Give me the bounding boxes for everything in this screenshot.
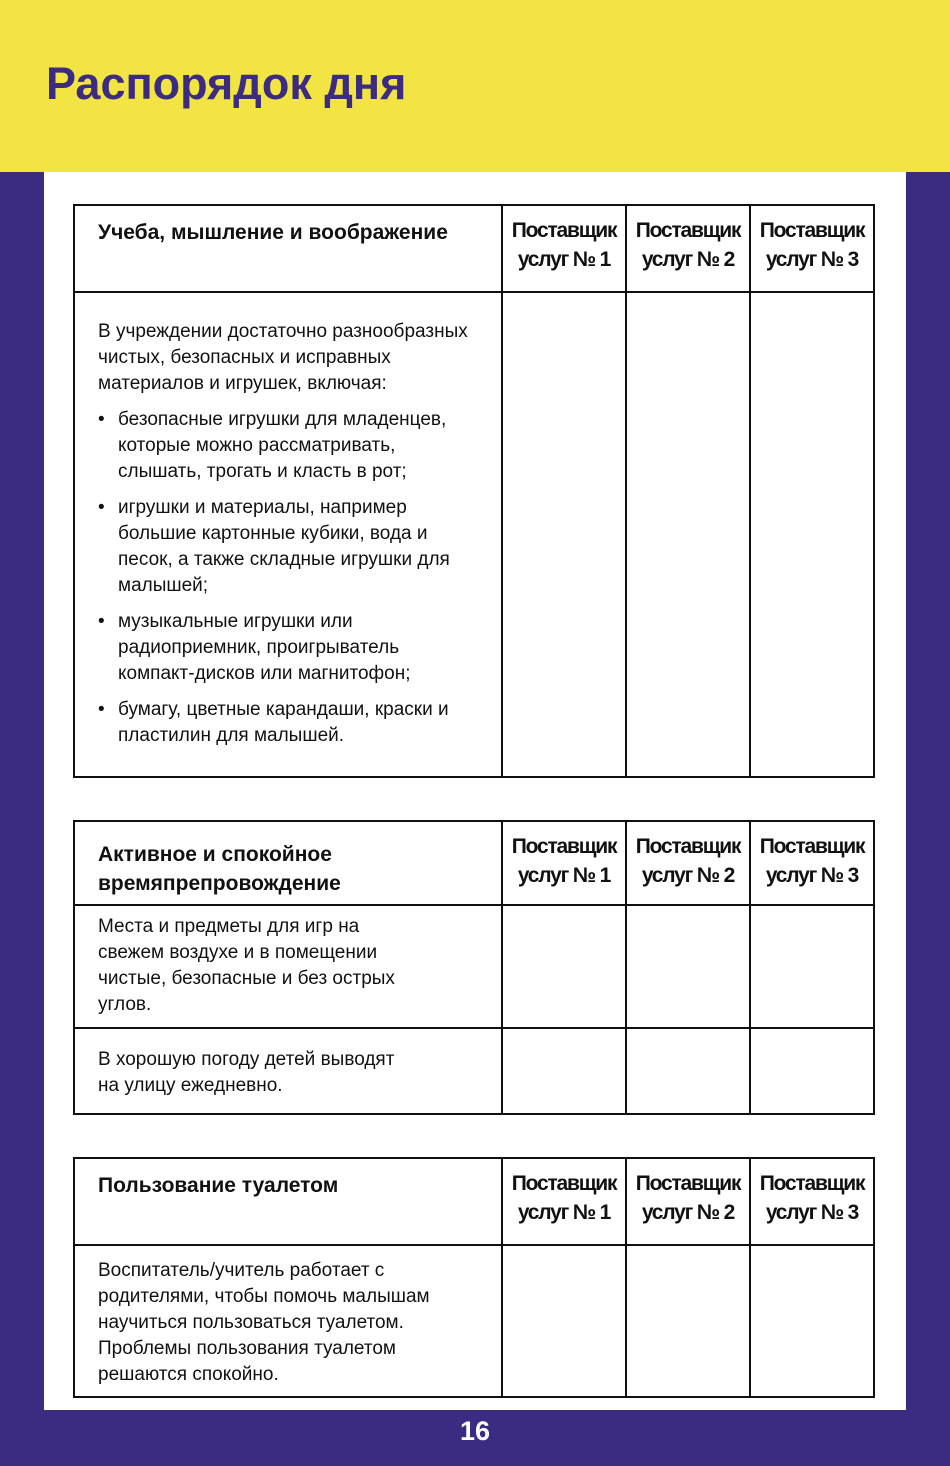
row-intro: В учреждении достаточно разнообразных чистых, безопасных и исправных материалов и игрушек, включая:: [98, 321, 468, 394]
provider-3-cell[interactable]: [750, 905, 874, 1028]
provider-1-cell[interactable]: [502, 292, 626, 777]
table-heading: Учеба, мышление и воображение: [74, 205, 502, 292]
list-item: • бумагу, цветные карандаши, краски и пластилин для малышей.: [98, 697, 488, 749]
provider-3-cell[interactable]: [750, 1245, 874, 1397]
provider-3-cell[interactable]: [750, 292, 874, 777]
provider-2-cell[interactable]: [626, 1245, 750, 1397]
provider-1-cell[interactable]: [502, 1028, 626, 1114]
provider-1-cell[interactable]: [502, 905, 626, 1028]
provider-2-cell[interactable]: [626, 292, 750, 777]
table-heading: Активное и спокойное времяпрепровождение: [74, 821, 502, 905]
row-text: Воспитатель/учитель работает с родителями, чтобы помочь малышам научиться пользоваться туалетом. Проблемы пользования туалетом решаются спокойно.: [98, 1260, 430, 1385]
provider-1-cell[interactable]: [502, 1245, 626, 1397]
row-text: В хорошую погоду детей выводят на улицу ежедневно.: [98, 1049, 395, 1096]
provider-2-cell[interactable]: [626, 1028, 750, 1114]
table-heading: Пользование туалетом: [74, 1158, 502, 1245]
provider-2-header: Поставщик услуг № 2: [626, 205, 750, 292]
list-item: • безопасные игрушки для младенцев, которые можно рассматривать, слышать, трогать и класть в рот;: [98, 407, 483, 485]
provider-3-header: Поставщик услуг № 3: [750, 205, 874, 292]
table-row-text: [74, 905, 502, 1028]
provider-3-cell[interactable]: [750, 1028, 874, 1114]
page-number: 16: [459, 1416, 491, 1446]
page-title: Распорядок дня: [46, 58, 407, 109]
list-item: • игрушки и материалы, например большие картонные кубики, вода и песок, а также складные игрушки для малышей;: [98, 495, 478, 599]
row-text: Места и предметы для игр на свежем воздухе и в помещении чистые, безопасные и без острых углов.: [98, 916, 395, 1015]
table-row-text: [74, 1028, 502, 1114]
provider-2-header: Поставщик услуг № 2: [626, 821, 750, 905]
provider-2-header: Поставщик услуг № 2: [626, 1158, 750, 1245]
provider-3-header: Поставщик услуг № 3: [750, 821, 874, 905]
checklist-table-activity: [73, 820, 875, 1115]
table-row-text: [74, 292, 502, 777]
provider-1-header: Поставщик услуг № 1: [502, 821, 626, 905]
checklist-table-learning: [73, 204, 875, 778]
provider-1-header: Поставщик услуг № 1: [502, 205, 626, 292]
bullet-list: [98, 407, 483, 749]
table-row-text: [74, 1245, 502, 1397]
checklist-table-toileting: [73, 1157, 875, 1398]
list-item: • музыкальные игрушки или радиоприемник, проигрыватель компакт-дисков или магнитофон;: [98, 609, 458, 687]
provider-2-cell[interactable]: [626, 905, 750, 1028]
provider-1-header: Поставщик услуг № 1: [502, 1158, 626, 1245]
provider-3-header: Поставщик услуг № 3: [750, 1158, 874, 1245]
